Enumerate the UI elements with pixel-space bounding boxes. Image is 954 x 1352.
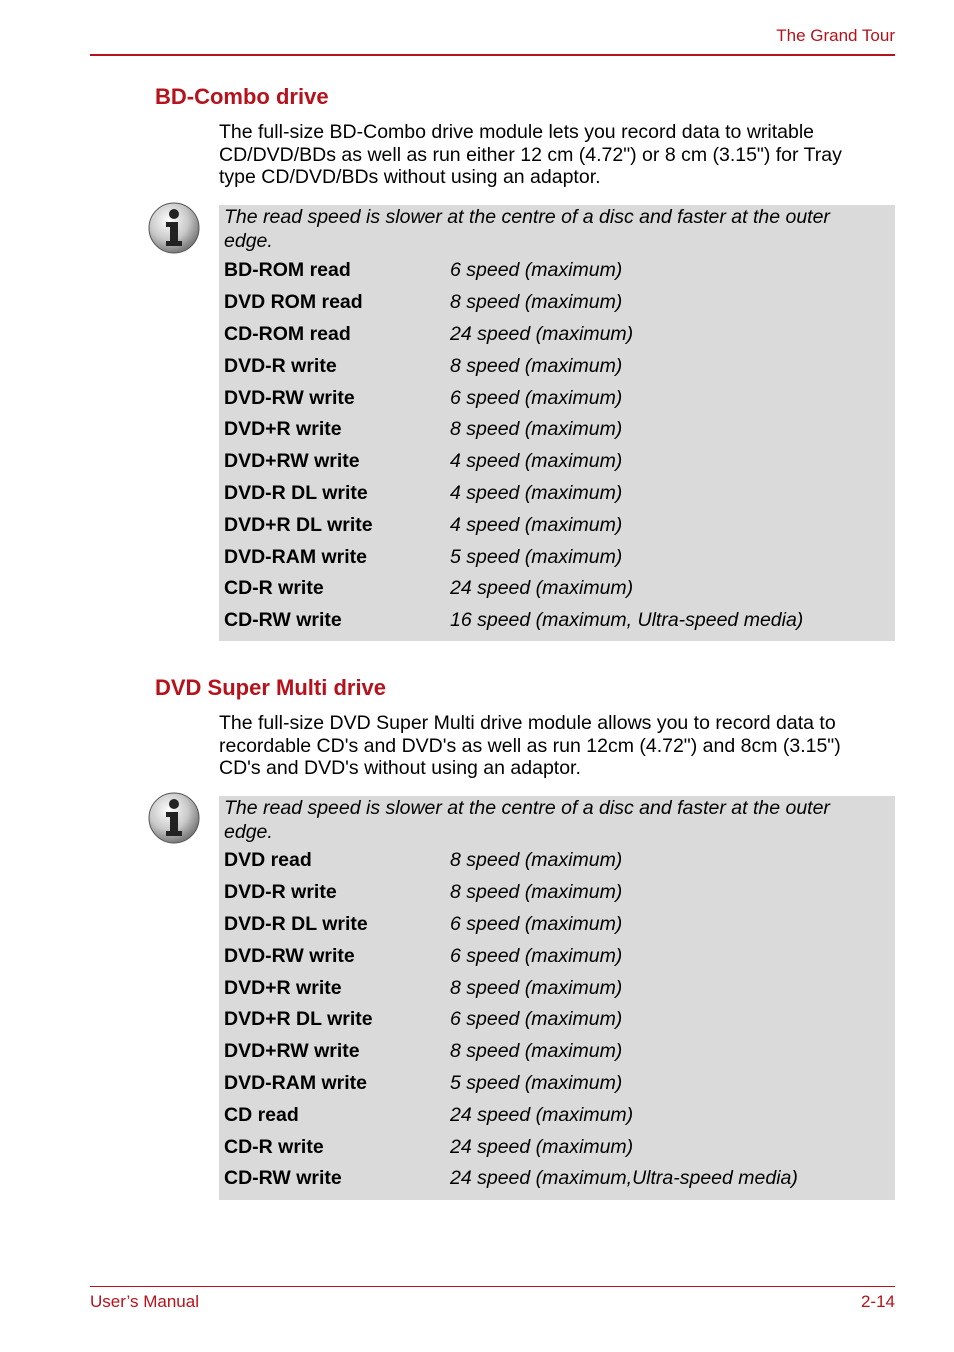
spec-label: DVD+RW write [224,450,360,473]
spec-row [224,1004,890,1036]
spec-value: 5 speed (maximum) [450,545,623,568]
header-rule [90,54,895,56]
spec-label: DVD-R DL write [224,912,368,935]
spec-row [224,845,890,877]
spec-row [224,877,890,909]
spec-label: CD read [224,1103,299,1126]
spec-value: 24 speed (maximum) [450,1135,634,1158]
spec-row [224,509,890,541]
spec-value: 6 speed (maximum) [450,912,623,935]
spec-row [224,972,890,1004]
spec-row [224,541,890,573]
spec-label: DVD-R write [224,354,337,377]
spec-value: 8 speed (maximum) [450,976,623,999]
spec-label: DVD-RW write [224,386,355,409]
spec-label: CD-RW write [224,609,342,632]
spec-value: 6 speed (maximum) [450,386,623,409]
spec-list [224,845,890,1195]
spec-row [224,909,890,941]
spec-row [224,414,890,446]
spec-row [224,1163,890,1195]
spec-value: 4 speed (maximum) [450,481,623,504]
spec-value: 6 speed (maximum) [450,259,623,282]
spec-value: 24 speed (maximum,Ultra-speed media) [450,1167,798,1190]
spec-row [224,573,890,605]
spec-label: CD-ROM read [224,322,351,345]
spec-row [224,255,890,287]
note-text: The read speed is slower at the centre of a disc and faster at the outer edge. [224,206,830,252]
spec-row [224,605,890,637]
spec-value: 8 speed (maximum) [450,1040,623,1063]
spec-label: DVD read [224,849,312,872]
footer-page-number: 2-14 [860,1292,895,1311]
spec-label: DVD-RAM write [224,545,368,568]
spec-value: 8 speed (maximum) [450,881,623,904]
spec-row [224,350,890,382]
spec-label: DVD-R write [224,881,337,904]
spec-value: 24 speed (maximum) [450,1103,634,1126]
note-box-bd-combo [219,205,895,641]
spec-value: 8 speed (maximum) [450,354,623,377]
spec-list [224,255,890,637]
note-text: The read speed is slower at the centre of a disc and faster at the outer edge. [224,797,830,843]
spec-value: 5 speed (maximum) [450,1071,623,1094]
section-heading-bd-combo: BD-Combo drive [155,84,329,109]
spec-label: DVD-R DL write [224,481,368,504]
spec-row [224,319,890,351]
spec-label: BD-ROM read [224,259,351,282]
spec-label: DVD+RW write [224,1040,360,1063]
spec-label: DVD+R DL write [224,513,373,536]
spec-value: 8 speed (maximum) [450,418,623,441]
info-icon [147,201,201,255]
spec-value: 16 speed (maximum, Ultra-speed media) [450,609,804,632]
spec-row [224,382,890,414]
spec-label: DVD+R DL write [224,1008,373,1031]
section-heading-dvd-super-multi: DVD Super Multi drive [155,675,387,700]
footer-rule [90,1286,895,1287]
section-body-bd-combo: The full-size BD-Combo drive module lets you record data to writable CD/DVD/BDs as well as run either 12 cm (4.72") or 8 cm (3.15") for Tray type CD/DVD/BDs without using an adaptor. [219,121,842,188]
spec-label: DVD-RW write [224,944,355,967]
spec-label: DVD+R write [224,418,342,441]
spec-row [224,1131,890,1163]
spec-label: DVD ROM read [224,291,363,314]
spec-label: CD-RW write [224,1167,342,1190]
spec-label: DVD-RAM write [224,1071,368,1094]
spec-row [224,1036,890,1068]
spec-value: 8 speed (maximum) [450,849,623,872]
spec-value: 4 speed (maximum) [450,450,623,473]
spec-label: CD-R write [224,577,324,600]
spec-label: CD-R write [224,1135,324,1158]
spec-row [224,1068,890,1100]
header-title: The Grand Tour [776,26,895,45]
spec-value: 24 speed (maximum) [450,577,634,600]
spec-row [224,1099,890,1131]
spec-value: 24 speed (maximum) [450,322,634,345]
spec-value: 6 speed (maximum) [450,1008,623,1031]
spec-row [224,478,890,510]
spec-row [224,940,890,972]
footer-manual-title: User’s Manual [90,1292,199,1311]
spec-label: DVD+R write [224,976,342,999]
spec-row [224,446,890,478]
spec-row [224,287,890,319]
spec-value: 6 speed (maximum) [450,944,623,967]
section-body-dvd-super-multi: The full-size DVD Super Multi drive module allows you to record data to recordable CD's and DVD's as well as run 12cm (4.72") and 8cm (3.15") CD's and DVD's without using an adaptor. [219,712,841,779]
note-box-dvd-super-multi [219,796,895,1200]
spec-value: 4 speed (maximum) [450,513,623,536]
info-icon [147,791,201,845]
spec-value: 8 speed (maximum) [450,291,623,314]
